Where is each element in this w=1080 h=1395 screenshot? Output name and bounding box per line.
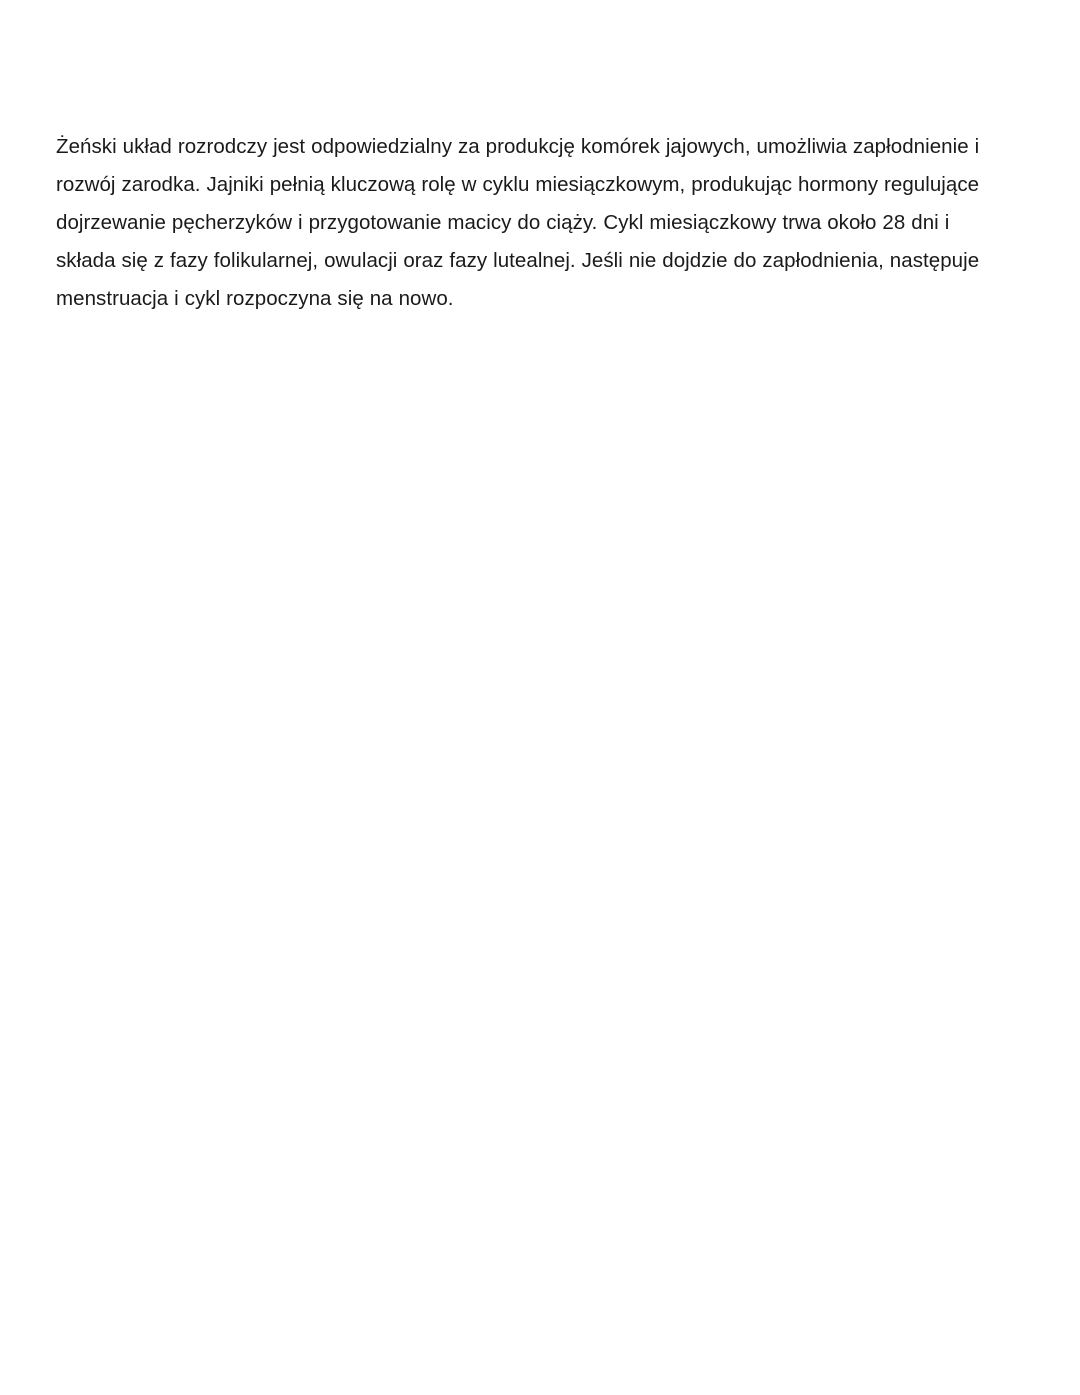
document-body <box>56 128 1006 318</box>
body-paragraph: Żeński układ rozrodczy jest odpowiedzialny za produkcję komórek jajowych, umożliwia zapłodnienie i rozwój zarodka. Jajniki pełnią kluczową rolę w cyklu miesiączkowym, produkując hormony regulujące dojrzewanie pęcherzyków i przygotowanie macicy do ciąży. Cykl miesiączkowy trwa około 28 dni i składa się z fazy folikularnej, owulacji oraz fazy lutealnej. Jeśli nie dojdzie do zapłodnienia, następuje menstruacja i cykl rozpoczyna się na nowo. <box>56 135 980 310</box>
